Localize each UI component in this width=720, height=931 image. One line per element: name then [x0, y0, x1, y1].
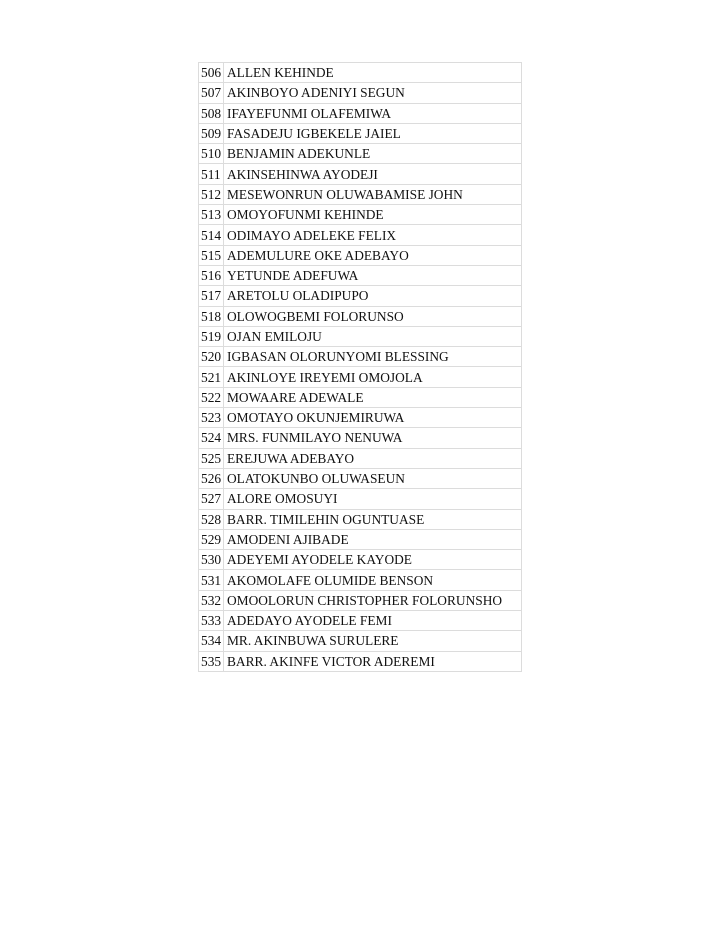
table-row [199, 489, 522, 509]
row-name: AMODENI AJIBADE [224, 529, 522, 549]
table-row [199, 144, 522, 164]
row-name: BARR. AKINFE VICTOR ADEREMI [224, 651, 522, 671]
row-name: FASADEJU IGBEKELE JAIEL [224, 123, 522, 143]
table-row [199, 205, 522, 225]
row-number: 508 [199, 103, 224, 123]
table-row [199, 529, 522, 549]
row-number: 533 [199, 611, 224, 631]
table-row [199, 509, 522, 529]
row-name: MESEWONRUN OLUWABAMISE JOHN [224, 184, 522, 204]
table-row [199, 63, 522, 83]
table-row [199, 103, 522, 123]
row-number: 507 [199, 83, 224, 103]
row-name: ADEYEMI AYODELE KAYODE [224, 550, 522, 570]
row-name: OMOOLORUN CHRISTOPHER FOLORUNSHO [224, 590, 522, 610]
table-row [199, 611, 522, 631]
table-row [199, 225, 522, 245]
row-number: 525 [199, 448, 224, 468]
row-name: YETUNDE ADEFUWA [224, 265, 522, 285]
row-name: IFAYEFUNMI OLAFEMIWA [224, 103, 522, 123]
row-number: 516 [199, 265, 224, 285]
table-row [199, 286, 522, 306]
table-row [199, 164, 522, 184]
row-name: EREJUWA ADEBAYO [224, 448, 522, 468]
row-number: 526 [199, 468, 224, 488]
row-name: AKINBOYO ADENIYI SEGUN [224, 83, 522, 103]
row-name: ALLEN KEHINDE [224, 63, 522, 83]
row-number: 510 [199, 144, 224, 164]
table-row [199, 265, 522, 285]
row-number: 515 [199, 245, 224, 265]
row-number: 529 [199, 529, 224, 549]
table-row [199, 245, 522, 265]
row-number: 524 [199, 428, 224, 448]
row-name: AKINLOYE IREYEMI OMOJOLA [224, 367, 522, 387]
row-name: ADEMULURE OKE ADEBAYO [224, 245, 522, 265]
table-row [199, 550, 522, 570]
table-row [199, 387, 522, 407]
row-name: IGBASAN OLORUNYOMI BLESSING [224, 347, 522, 367]
row-name: ODIMAYO ADELEKE FELIX [224, 225, 522, 245]
table-row [199, 590, 522, 610]
row-number: 520 [199, 347, 224, 367]
row-number: 519 [199, 326, 224, 346]
row-number: 512 [199, 184, 224, 204]
row-number: 523 [199, 408, 224, 428]
row-name: OLOWOGBEMI FOLORUNSO [224, 306, 522, 326]
row-name: MOWAARE ADEWALE [224, 387, 522, 407]
row-name: ARETOLU OLADIPUPO [224, 286, 522, 306]
row-number: 531 [199, 570, 224, 590]
row-number: 509 [199, 123, 224, 143]
row-name: ALORE OMOSUYI [224, 489, 522, 509]
row-number: 534 [199, 631, 224, 651]
row-number: 527 [199, 489, 224, 509]
table-row [199, 184, 522, 204]
row-number: 506 [199, 63, 224, 83]
row-number: 514 [199, 225, 224, 245]
row-name: MR. AKINBUWA SURULERE [224, 631, 522, 651]
row-name: AKOMOLAFE OLUMIDE BENSON [224, 570, 522, 590]
row-name: OMOYOFUNMI KEHINDE [224, 205, 522, 225]
row-name: BARR. TIMILEHIN OGUNTUASE [224, 509, 522, 529]
row-name: BENJAMIN ADEKUNLE [224, 144, 522, 164]
row-name: ADEDAYO AYODELE FEMI [224, 611, 522, 631]
table-row [199, 651, 522, 671]
table-row [199, 570, 522, 590]
row-number: 511 [199, 164, 224, 184]
table-row [199, 631, 522, 651]
row-number: 528 [199, 509, 224, 529]
name-list-body [199, 63, 522, 672]
table-row [199, 468, 522, 488]
row-name: OLATOKUNBO OLUWASEUN [224, 468, 522, 488]
table-row [199, 367, 522, 387]
row-name: OJAN EMILOJU [224, 326, 522, 346]
row-number: 521 [199, 367, 224, 387]
table-row [199, 347, 522, 367]
row-number: 530 [199, 550, 224, 570]
table-row [199, 408, 522, 428]
table-row [199, 83, 522, 103]
row-number: 513 [199, 205, 224, 225]
row-name: AKINSEHINWA AYODEJI [224, 164, 522, 184]
table-row [199, 326, 522, 346]
table-row [199, 428, 522, 448]
row-name: MRS. FUNMILAYO NENUWA [224, 428, 522, 448]
table-row [199, 306, 522, 326]
table-row [199, 448, 522, 468]
row-number: 518 [199, 306, 224, 326]
table-row [199, 123, 522, 143]
name-list-table [198, 62, 522, 672]
row-number: 535 [199, 651, 224, 671]
row-number: 522 [199, 387, 224, 407]
row-number: 517 [199, 286, 224, 306]
row-number: 532 [199, 590, 224, 610]
row-name: OMOTAYO OKUNJEMIRUWA [224, 408, 522, 428]
